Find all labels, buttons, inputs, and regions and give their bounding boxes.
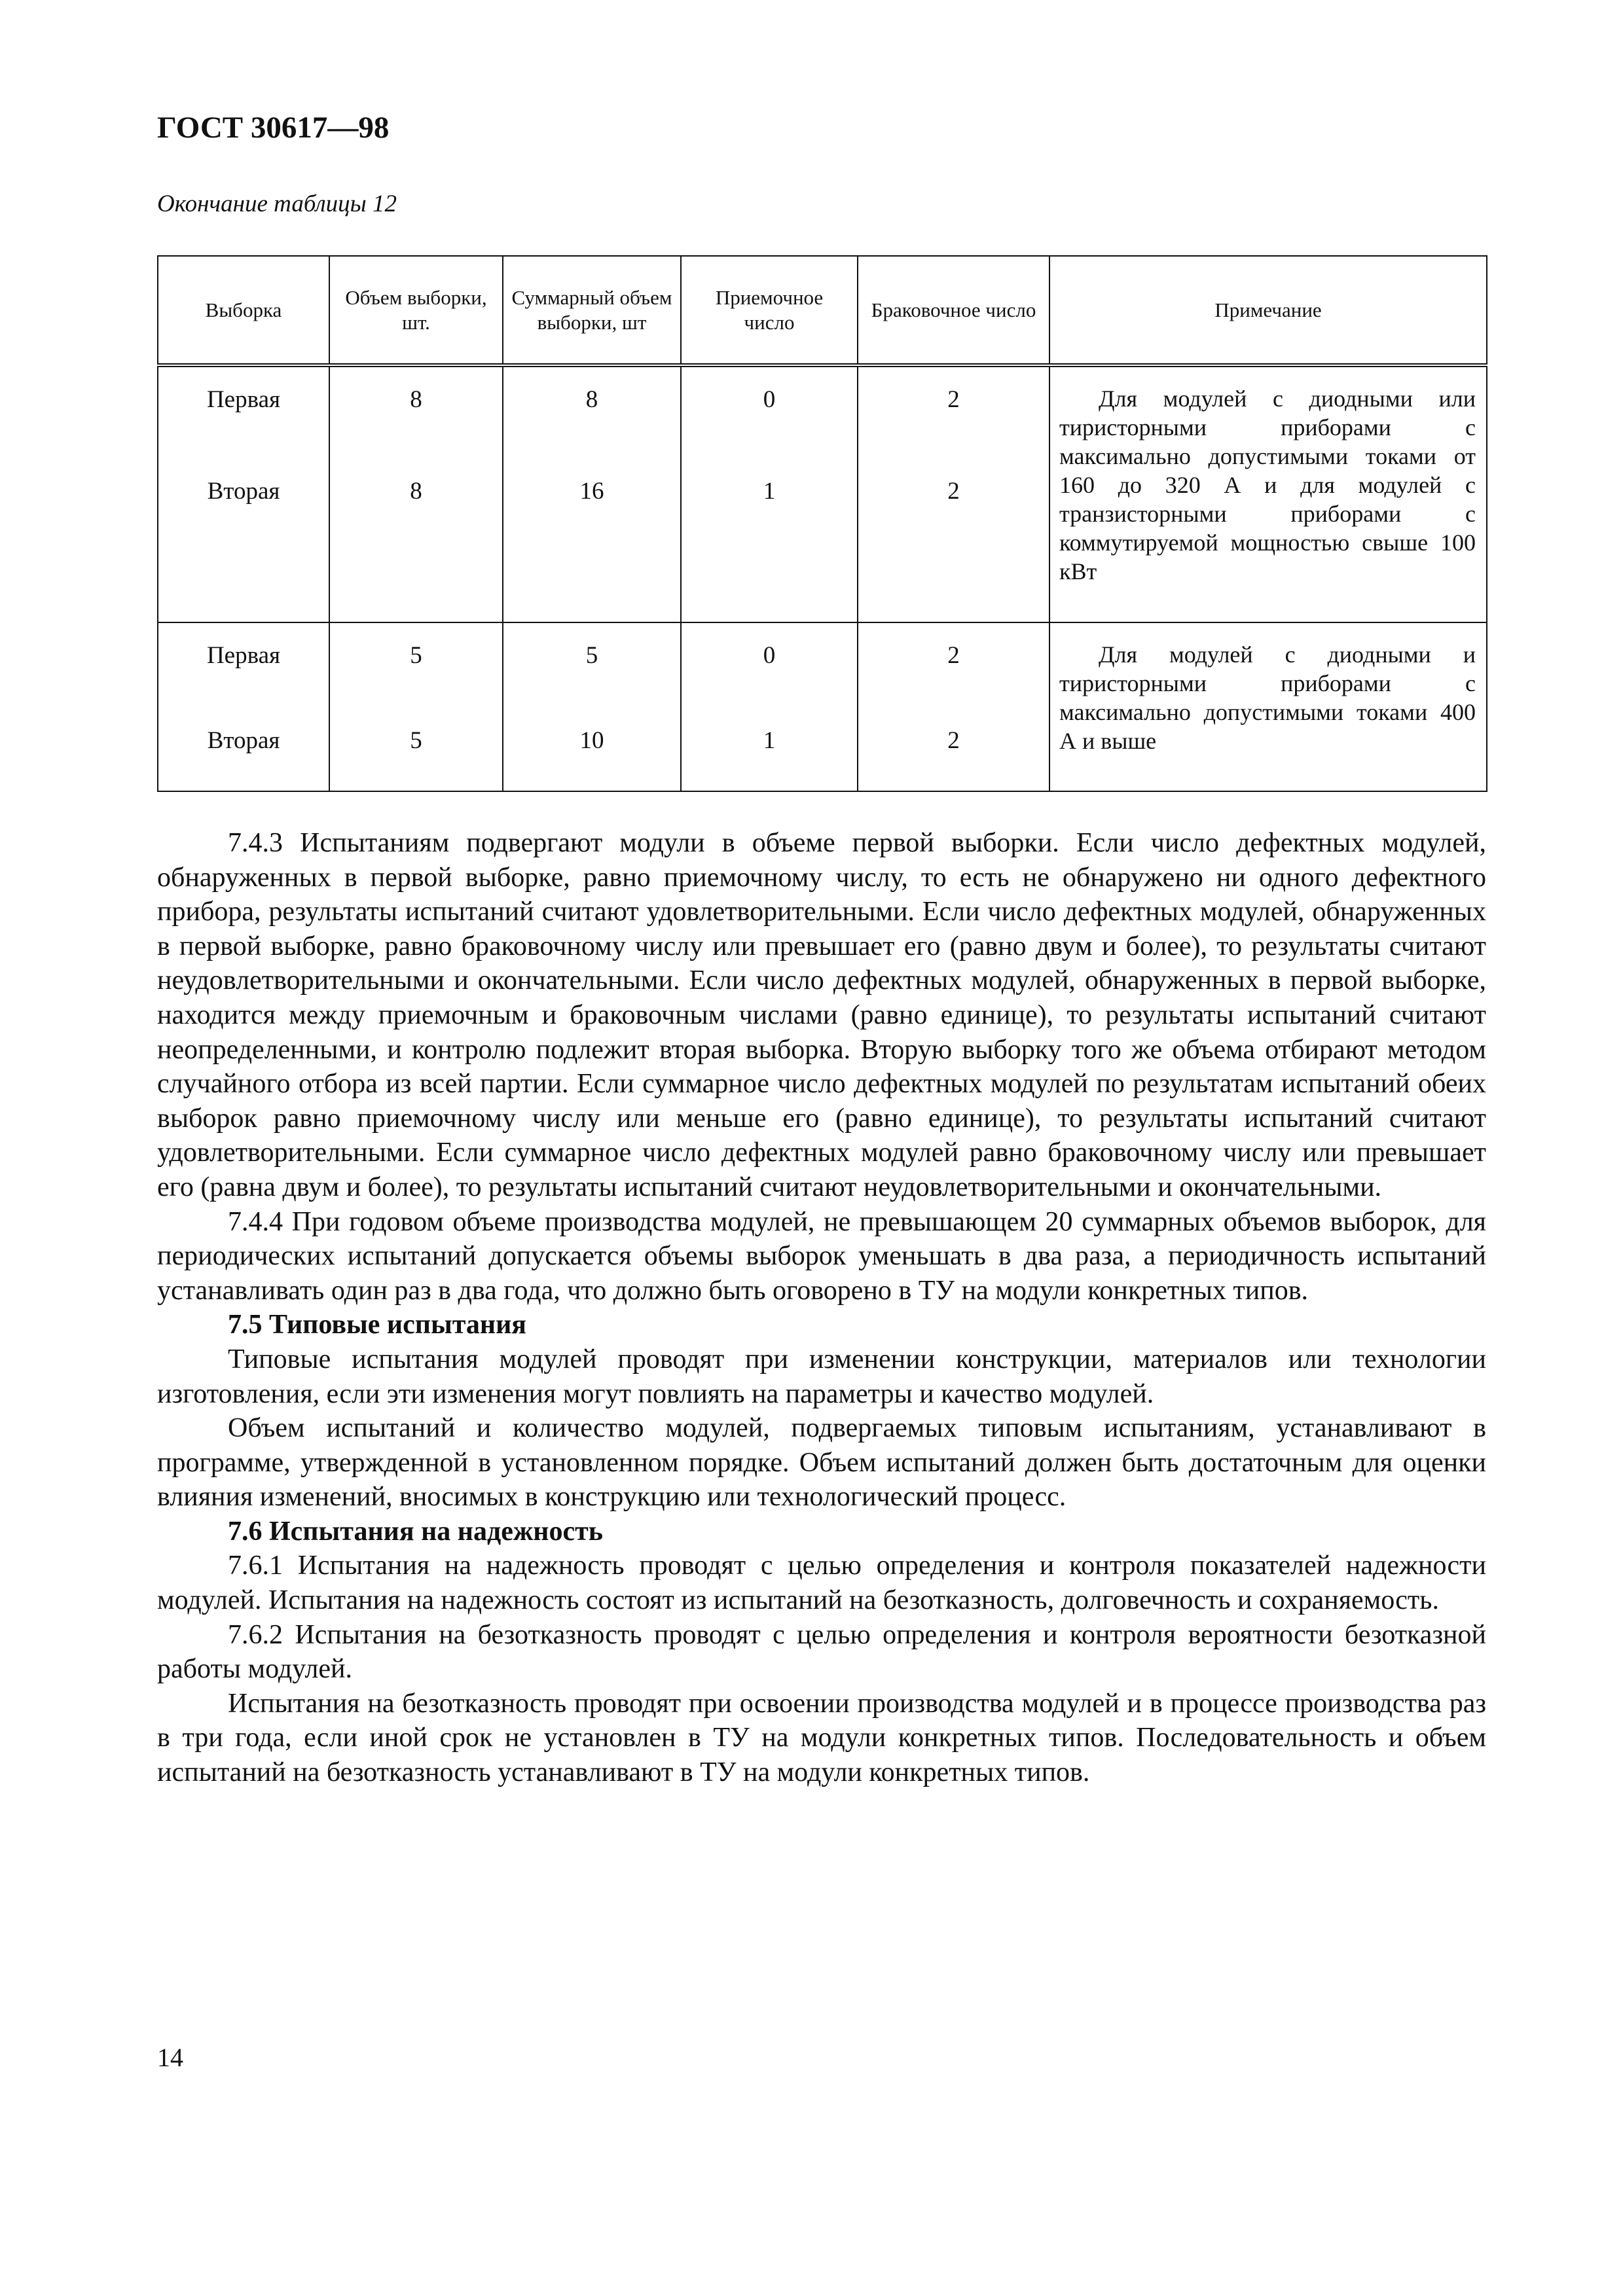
standard-header: ГОСТ 30617—98 [157,111,390,145]
note-cell [1049,365,1487,622]
section-heading-7-5: 7.5 Типовые испытания [228,1310,527,1340]
reject-cell [858,365,1049,622]
table-value: Первая [206,642,281,669]
table-group-1 [158,365,1487,622]
body-text [157,826,1486,1790]
column-header-accept: Приемочное число [681,256,858,365]
table-value: 0 [763,386,776,413]
table-value: 2 [947,386,960,413]
section-heading-7-6: 7.6 Испытания на надежность [228,1516,603,1547]
paragraph-7-4-3: 7.4.3 Испытаниям подвергают модули в объеме первой выборки. Если число дефектных модулей, обнаруженных в первой выборке, равно приемочному числу, то есть не обнаружено ни одного дефектного прибора, результаты испытаний считают удовлетворительными. Если число дефектных модулей, обнаруженных в первой выборке, равно браковочному числу или превышает его (равно двум и более), то результаты считают неудовлетворительными и окончательными. Если число дефектных модулей, обнаруженных в первой выборке, находится между приемочным и браковочным числами (равно единице), то результаты испытаний считают неопределенными, и контролю подлежит вторая выборка. Вторую выборку того же объема отбирают методом случайного отбора из всей партии. Если суммарное число дефектных модулей по результатам испытаний обеих выборок равно приемочному числу или меньше его (равно единице), то результаты испытаний считают удовлетворительными. Если суммарное число дефектных модулей равно браковочному числу или превышает его (равна двум и более), то результаты испытаний считают неудовлетворительными и окончательными. [157,828,1486,1202]
table-caption: Окончание таблицы 12 [157,190,397,217]
paragraph-7-4-4: 7.4.4 При годовом объеме производства модулей, не превышающем 20 суммарных объемов выборок, для периодических испытаний допускается объемы выборок уменьшать в два раза, а периодичность испытаний устанавливать один раз в два года, что должно быть оговорено в ТУ на модули конкретных типов. [157,1206,1486,1306]
column-header-reject: Браковочное число [858,256,1049,365]
size-cell [329,622,503,791]
table-value: Вторая [207,478,280,505]
accept-cell [681,622,858,791]
table-value: 5 [410,642,422,669]
table-value: 8 [410,386,422,413]
column-header-size: Объем выборки, шт. [329,256,503,365]
column-header-total: Суммарный объем выборки, шт [503,256,681,365]
note-text: Для модулей с диодными и тиристорными приборами с максимально допустимыми токами 400 А и выше [1059,641,1476,754]
table-value: 2 [947,642,960,669]
table-value: 5 [585,642,598,669]
paragraph-7-6-1: 7.6.1 Испытания на надежность проводят с целью определения и контроля показателей надежности модулей. Испытания на надежность состоят из испытаний на безотказность, долговечность и сохраняемость. [157,1551,1486,1616]
note-text: Для модулей с диодными или тиристорными приборами с максимально допустимыми токами от 160 до 320 А и для модулей с транзисторными приборами с коммутируемой мощностью свыше 100 кВт [1059,386,1476,584]
total-cell [503,622,681,791]
table-header-row [158,256,1487,365]
note-cell [1049,622,1487,791]
paragraph-7-5-b: Объем испытаний и количество модулей, подвергаемых типовым испытаниям, устанавливают в программе, утвержденной в установленном порядке. Объем испытаний должен быть достаточным для оценки влияния изменений, вносимых в конструкцию или технологический процесс. [157,1413,1486,1513]
table-value: 0 [763,642,776,669]
table-value: 2 [947,727,960,754]
table-value: 8 [585,386,598,413]
sample-cell [158,622,329,791]
table-value: 1 [763,727,776,754]
table-group-2 [158,622,1487,791]
accept-cell [681,365,858,622]
reject-cell [858,622,1049,791]
table-value: Вторая [207,727,280,754]
total-cell [503,365,681,622]
column-header-sample: Выборка [158,256,329,365]
column-header-note: Примечание [1049,256,1487,365]
size-cell [329,365,503,622]
page-number: 14 [157,2043,183,2072]
paragraph-7-6-2-b: Испытания на безотказность проводят при освоении производства модулей и в процессе производства раз в три года, если иной срок не установлен в ТУ на модули конкретных типов. Последовательность и объем испытаний на безотказность устанавливают в ТУ на модули конкретных типов. [157,1688,1486,1788]
table-value: Первая [206,386,281,413]
table-value: 8 [410,478,422,505]
paragraph-7-5-a: Типовые испытания модулей проводят при изменении конструкции, материалов или технологии изготовления, если эти изменения могут повлиять на параметры и качество модулей. [157,1344,1486,1409]
paragraph-7-6-2: 7.6.2 Испытания на безотказность проводят с целью определения и контроля вероятности безотказной работы модулей. [157,1619,1486,1685]
sample-cell [158,365,329,622]
table-value: 5 [410,727,422,754]
table-value: 16 [579,478,604,505]
table-value: 10 [579,727,604,754]
table-value: 2 [947,478,960,505]
sampling-table [157,255,1487,792]
table-value: 1 [763,478,776,505]
